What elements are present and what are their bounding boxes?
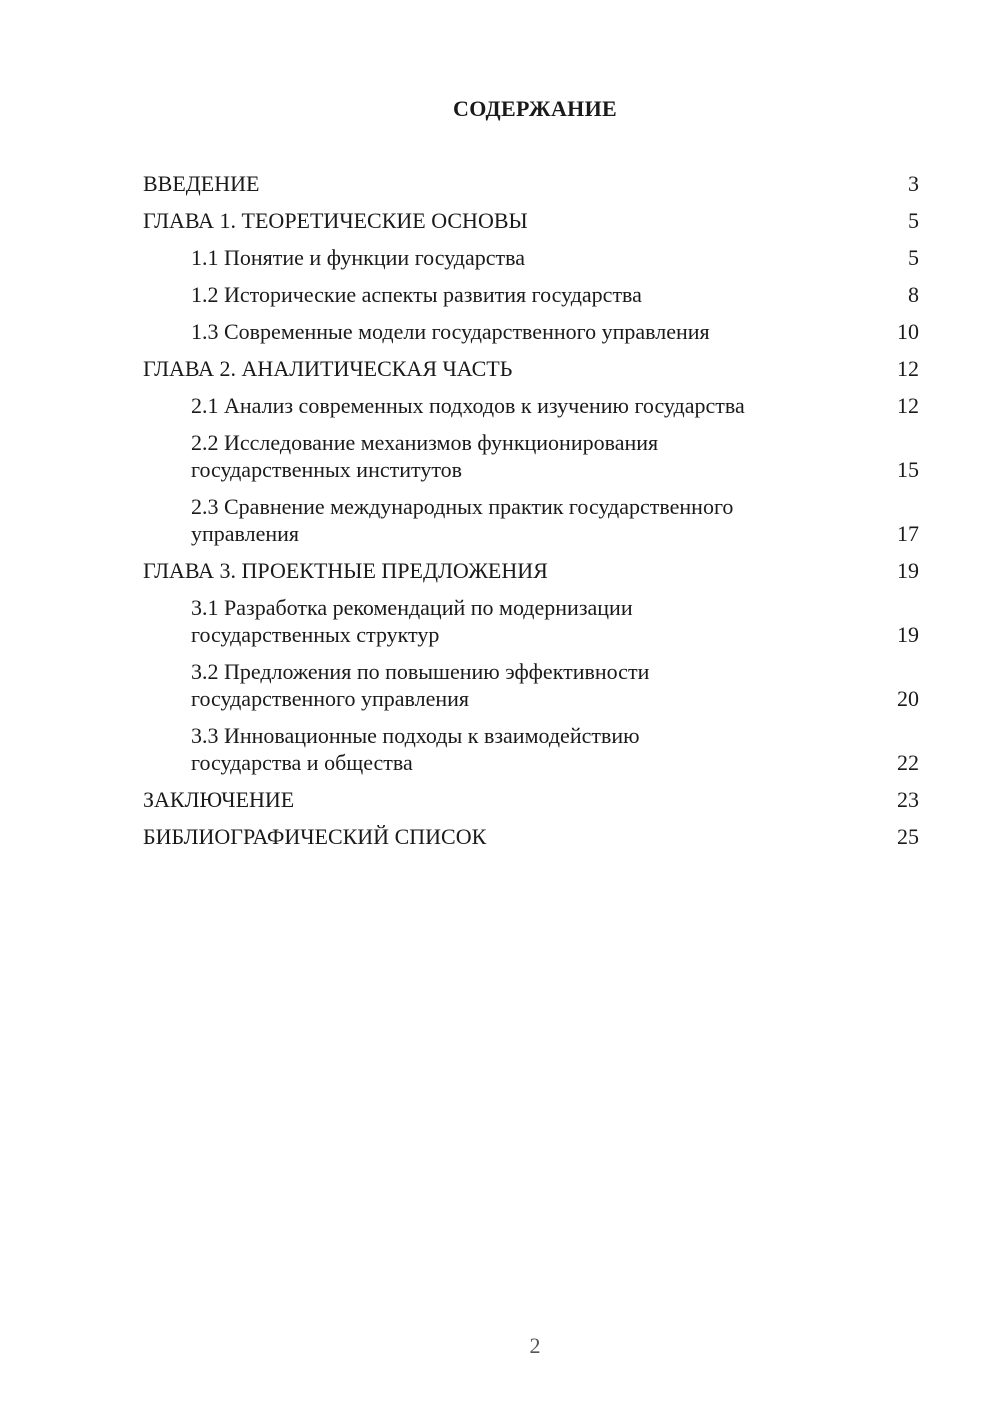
toc-entry-page: 12 <box>897 356 919 381</box>
toc-entry-label: 3.3 Инновационные подходы к взаимодействию государства и общества <box>191 723 640 775</box>
toc-entry-page: 20 <box>897 686 919 711</box>
toc-entry-label: БИБЛИОГРАФИЧЕСКИЙ СПИСОК <box>143 824 487 849</box>
toc-entry-label: ГЛАВА 2. АНАЛИТИЧЕСКАЯ ЧАСТЬ <box>143 356 513 381</box>
toc-entry-bibliography[interactable] <box>143 823 919 850</box>
toc-entry-section-2-2[interactable] <box>143 429 919 483</box>
toc-entry-section-3-1[interactable] <box>143 594 919 648</box>
toc-entry-section-1-3[interactable] <box>143 318 919 345</box>
toc-entry-label: ГЛАВА 1. ТЕОРЕТИЧЕСКИЕ ОСНОВЫ <box>143 208 528 233</box>
toc-entry-label: ГЛАВА 3. ПРОЕКТНЫЕ ПРЕДЛОЖЕНИЯ <box>143 558 548 583</box>
toc-entry-label: 1.3 Современные модели государственного управления <box>191 319 710 344</box>
page-number: 2 <box>529 1333 541 1358</box>
toc-entry-chapter-2[interactable] <box>143 355 919 382</box>
toc-entry-label: 2.3 Сравнение международных практик государственного управления <box>191 494 734 546</box>
table-of-contents <box>143 170 919 860</box>
toc-entry-introduction[interactable] <box>143 170 919 197</box>
toc-entry-page: 22 <box>897 750 919 775</box>
toc-entry-chapter-3[interactable] <box>143 557 919 584</box>
toc-entry-page: 12 <box>897 393 919 418</box>
toc-entry-label: 2.2 Исследование механизмов функционирования государственных институтов <box>191 430 659 482</box>
toc-entry-section-1-2[interactable] <box>143 281 919 308</box>
toc-entry-page: 8 <box>908 282 919 307</box>
toc-entry-page: 5 <box>908 208 919 233</box>
toc-entry-page: 15 <box>897 457 919 482</box>
toc-entry-page: 25 <box>897 824 919 849</box>
toc-entry-section-2-3[interactable] <box>143 493 919 547</box>
toc-entry-section-2-1[interactable] <box>143 392 919 419</box>
toc-entry-label: 2.1 Анализ современных подходов к изучению государства <box>191 393 745 418</box>
toc-entry-label: 3.2 Предложения по повышению эффективности государственного управления <box>191 659 650 711</box>
toc-entry-label: ЗАКЛЮЧЕНИЕ <box>143 787 295 812</box>
toc-entry-page: 23 <box>897 787 919 812</box>
toc-entry-page: 5 <box>908 245 919 270</box>
toc-entry-label: 3.1 Разработка рекомендаций по модернизации государственных структур <box>191 595 633 647</box>
toc-entry-label: 1.2 Исторические аспекты развития государства <box>191 282 642 307</box>
toc-entry-page: 3 <box>908 171 919 196</box>
toc-entry-section-3-2[interactable] <box>143 658 919 712</box>
toc-title: СОДЕРЖАНИЕ <box>453 96 617 121</box>
toc-entry-label: ВВЕДЕНИЕ <box>143 171 260 196</box>
toc-entry-conclusion[interactable] <box>143 786 919 813</box>
toc-entry-label: 1.1 Понятие и функции государства <box>191 245 526 270</box>
toc-entry-page: 19 <box>897 622 919 647</box>
toc-entry-page: 17 <box>897 521 919 546</box>
toc-entry-section-3-3[interactable] <box>143 722 919 776</box>
toc-entry-page: 10 <box>897 319 919 344</box>
toc-entry-page: 19 <box>897 558 919 583</box>
toc-entry-chapter-1[interactable] <box>143 207 919 234</box>
toc-entry-section-1-1[interactable] <box>143 244 919 271</box>
